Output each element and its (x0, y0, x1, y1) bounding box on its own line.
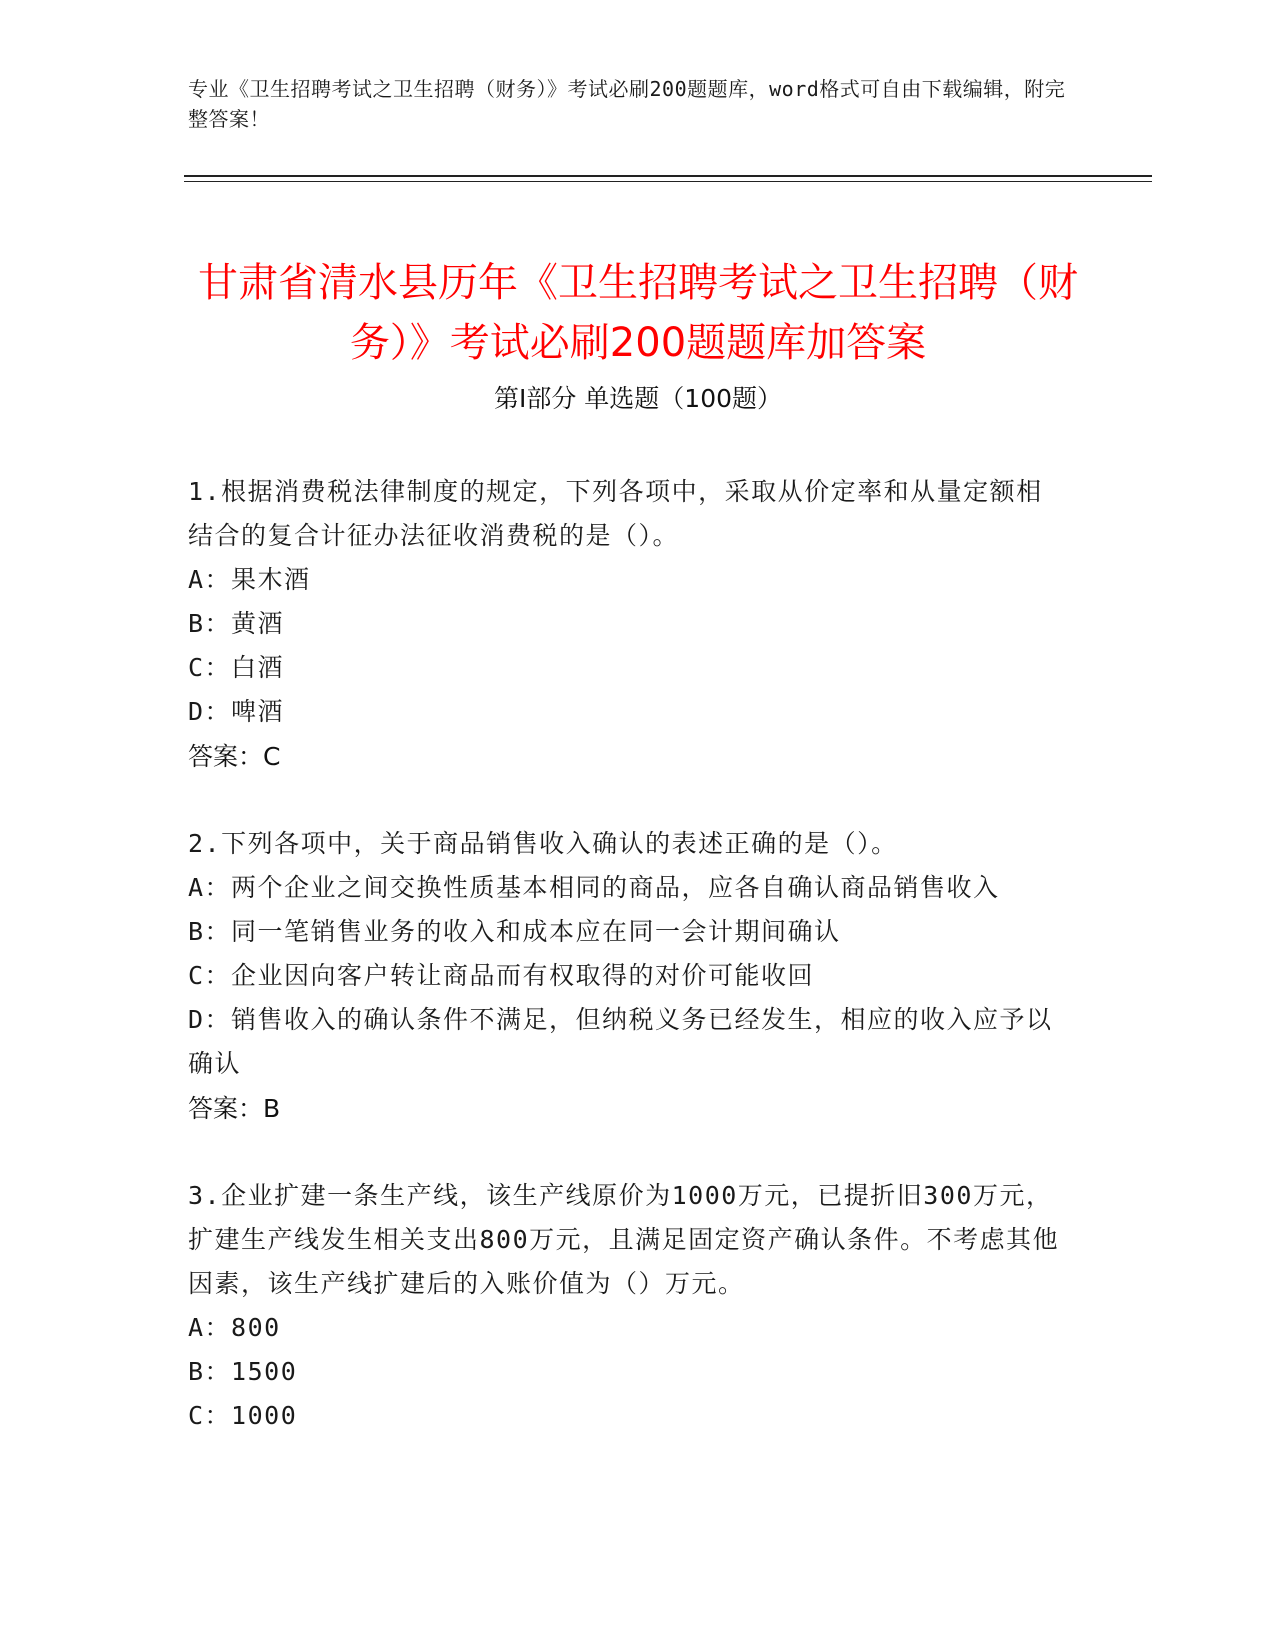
header-divider-thin (184, 181, 1152, 182)
answer: 答案：C (188, 742, 281, 771)
option-a: A：两个企业之间交换性质基本相同的商品，应各自确认商品销售收入 (188, 873, 1000, 902)
option-c: C：白酒 (188, 653, 285, 682)
header-divider (184, 175, 1152, 177)
option-b: B：1500 (188, 1357, 298, 1386)
document-title: 甘肃省清水县历年《卫生招聘考试之卫生招聘（财务）》考试必刷200题题库加答案 (198, 259, 1078, 366)
question-stem: 2.下列各项中，关于商品销售收入确认的表述正确的是（）。 (188, 829, 898, 858)
answer: 答案：B (188, 1094, 281, 1123)
question-1 (188, 470, 1068, 780)
option-a: A：果木酒 (188, 565, 311, 594)
option-c: C：1000 (188, 1401, 298, 1430)
question-list (188, 470, 1068, 1480)
option-d: D：销售收入的确认条件不满足，但纳税义务已经发生，相应的收入应予以确认 (188, 1005, 1053, 1078)
header-note: 专业《卫生招聘考试之卫生招聘（财务）》考试必刷200题题库，word格式可自由下载编辑，附完整答案！ (188, 77, 1066, 131)
section-heading: 第Ⅰ部分 单选题（100题） (493, 384, 783, 413)
question-stem: 1.根据消费税法律制度的规定，下列各项中，采取从价定率和从量定额相结合的复合计征办法征收消费税的是（）。 (188, 477, 1043, 550)
document-page (188, 0, 1153, 1650)
question-2 (188, 822, 1068, 1132)
question-stem: 3.企业扩建一条生产线，该生产线原价为1000万元，已提折旧300万元，扩建生产线发生相关支出800万元，且满足固定资产确认条件。不考虑其他因素，该生产线扩建后的入账价值为（）万元。 (188, 1181, 1060, 1298)
question-3 (188, 1174, 1068, 1438)
option-a: A：800 (188, 1313, 281, 1342)
option-c: C：企业因向客户转让商品而有权取得的对价可能收回 (188, 961, 815, 990)
option-b: B：黄酒 (188, 609, 285, 638)
option-d: D：啤酒 (188, 697, 285, 726)
option-b: B：同一笔销售业务的收入和成本应在同一会计期间确认 (188, 917, 841, 946)
